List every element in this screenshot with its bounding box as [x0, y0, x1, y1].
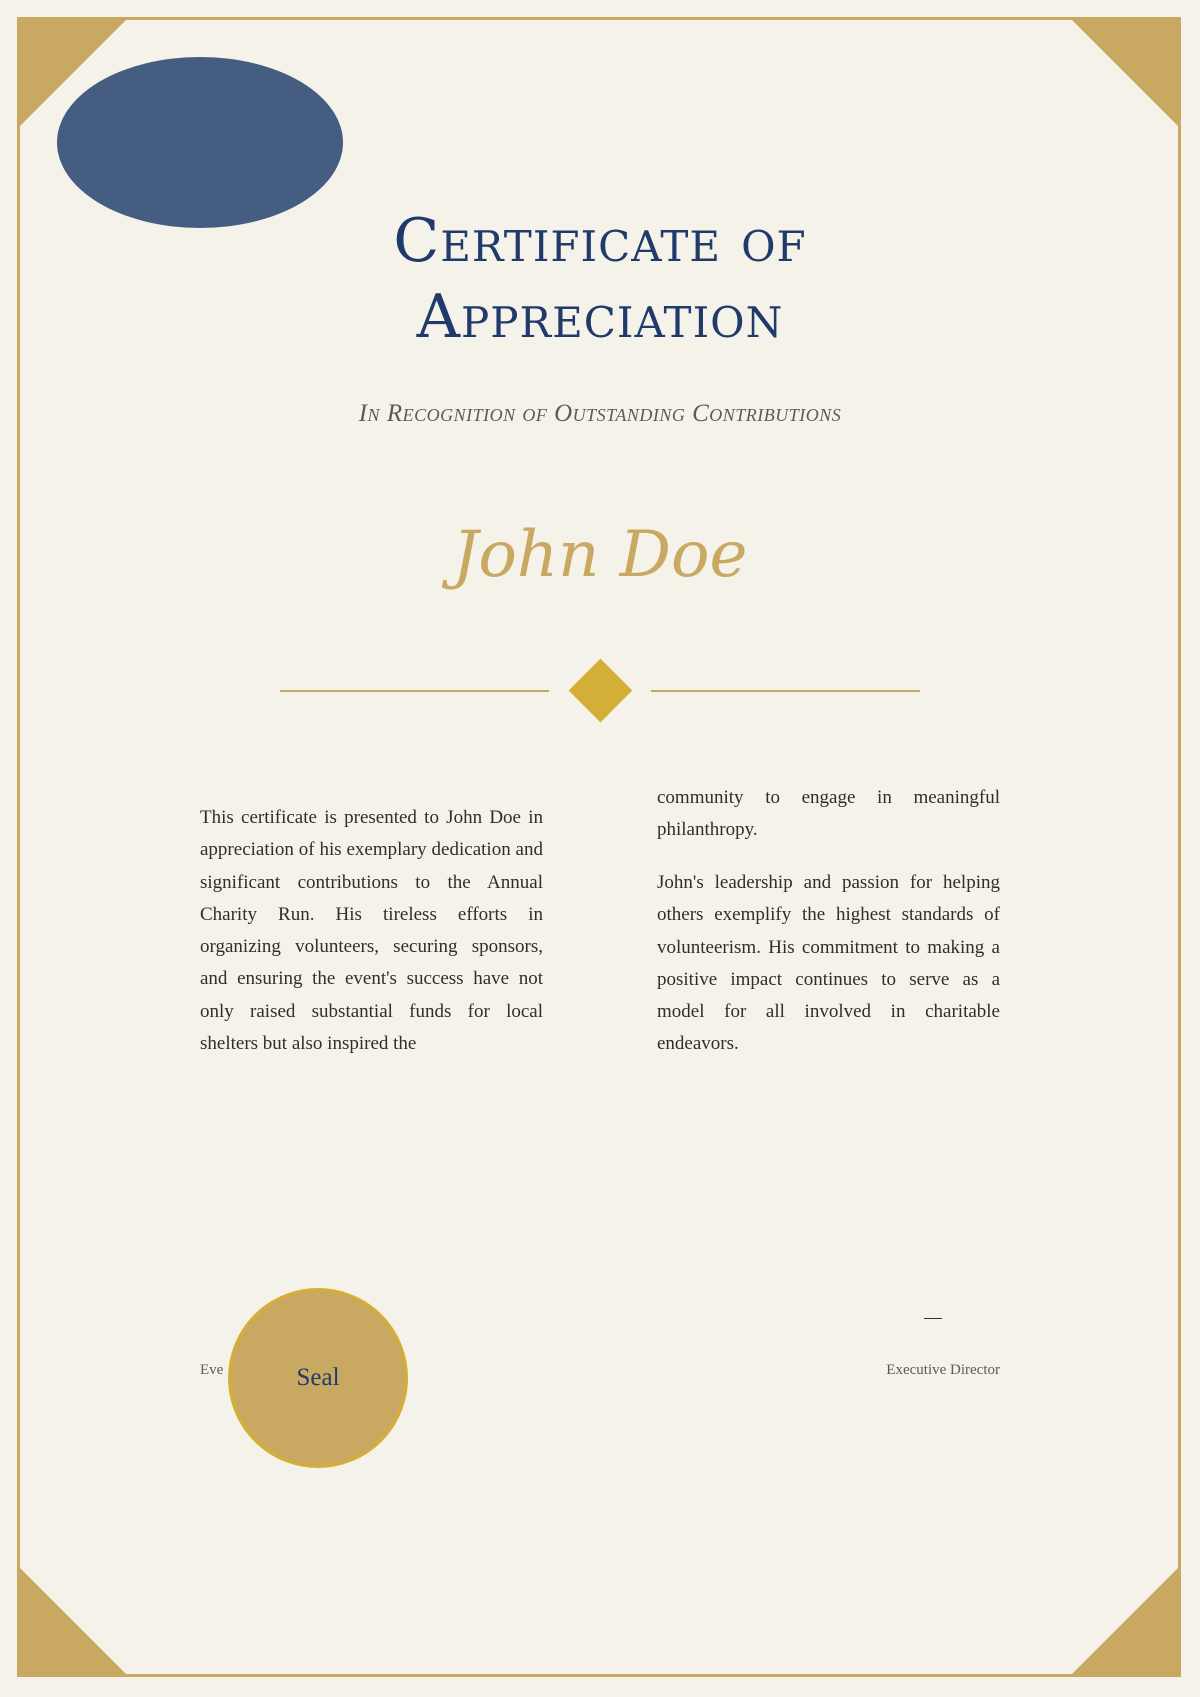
title-line-2: Appreciation [416, 282, 784, 352]
certificate-title [0, 203, 1200, 355]
certificate-subtitle: In Recognition of Outstanding Contributions [358, 400, 842, 427]
seal-badge [228, 1288, 408, 1468]
body-paragraph-2: John's leadership and passion for helping others exemplify the highest standards of volunteerism. His commitment to making a positive impact continues to serve as a model for all involved in charitable endeavors. [657, 872, 1000, 1055]
signature-label-left: Eve [200, 1362, 224, 1378]
signature-line-right [924, 1318, 942, 1319]
body-paragraph-1-continued: community to engage in meaningful philanthropy. [657, 787, 1000, 841]
divider-line-left [280, 690, 549, 692]
title-line-1: Certificate of [393, 206, 807, 276]
divider-line-right [651, 690, 920, 692]
seal-text: Seal [296, 1364, 340, 1391]
recipient-name: John Doe [452, 518, 748, 592]
signature-label-right: Executive Director [886, 1362, 1000, 1378]
body-paragraph-1: This certificate is presented to John Doe in appreciation of his exemplary dedication and significant contributions to the Annual Charity Run. His tireless efforts in organizing volunteers, securing sponsors, and ensuring the event's success have not only raised substantial funds for local shelters but also inspired the [200, 807, 543, 1055]
